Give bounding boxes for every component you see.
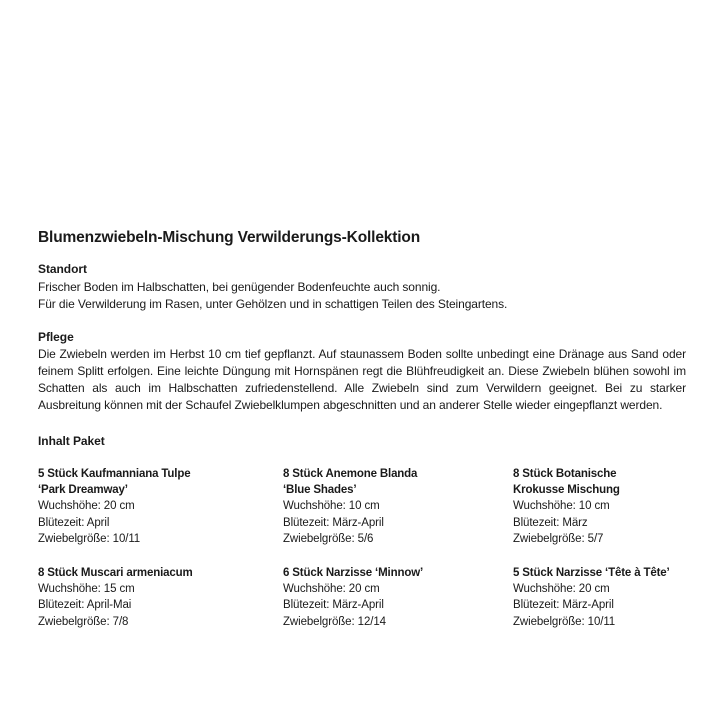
item-name-line-1: 8 Stück Anemone Blanda <box>283 467 418 480</box>
item-zwiebelgroesse: Zwiebelgröße: 5/7 <box>513 532 604 545</box>
item-name-line-2: ‘Blue Shades’ <box>283 484 357 497</box>
item-name-line-1: 5 Stück Narzisse ‘Tête à Tête’ <box>513 566 670 579</box>
list-item <box>38 466 283 547</box>
item-name-line-1: 6 Stück Narzisse ‘Minnow’ <box>283 566 424 579</box>
section-heading-pflege: Pflege <box>38 329 74 344</box>
item-wuchshoehe: Wuchshöhe: 20 cm <box>283 583 380 596</box>
list-item <box>283 466 513 547</box>
list-item <box>513 466 688 547</box>
item-name-line-2: ‘Park Dreamway’ <box>38 484 128 497</box>
list-item <box>283 565 513 630</box>
item-name-line-1: 5 Stück Kaufmanniana Tulpe <box>38 467 191 480</box>
section-body-standort <box>38 279 688 313</box>
standort-line-1: Frischer Boden im Halbschatten, bei genügender Bodenfeuchte auch sonnig. <box>38 279 441 294</box>
item-wuchshoehe: Wuchshöhe: 10 cm <box>283 500 380 513</box>
section-standort <box>38 261 688 312</box>
item-bluetezeit: Blütezeit: März-April <box>283 599 384 612</box>
section-inhalt-paket <box>38 434 688 630</box>
item-bluetezeit: Blütezeit: April <box>38 516 110 529</box>
section-heading-standort: Standort <box>38 262 87 277</box>
item-wuchshoehe: Wuchshöhe: 20 cm <box>513 583 610 596</box>
item-bluetezeit: Blütezeit: März-April <box>283 516 384 529</box>
standort-line-2: Für die Verwilderung im Rasen, unter Gehölzen und in schattigen Teilen des Steingartens. <box>38 296 508 311</box>
section-body-pflege: Die Zwiebeln werden im Herbst 10 cm tief gepflanzt. Auf staunassem Boden sollte unbedingt eine Dränage aus Sand oder feinem Splitt erfolgen. Eine leichte Düngung mit Hornspänen regt die Blühfreudigkeit an. Diese Zwiebeln blühen sowohl im Schatten als auch im Halbschatten zufriedenstellend. Alle Zwiebeln sind zum Verwildern geeignet. Bei zu starker Ausbreitung können mit der Schaufel Zwiebelklumpen abgeschnitten und an anderer Stelle wieder eingepflanzt werden. <box>38 346 686 412</box>
item-wuchshoehe: Wuchshöhe: 15 cm <box>38 583 135 596</box>
item-bluetezeit: Blütezeit: März-April <box>513 599 614 612</box>
item-name-line-1: 8 Stück Botanische <box>513 467 617 480</box>
item-wuchshoehe: Wuchshöhe: 20 cm <box>38 500 135 513</box>
section-pflege <box>38 329 688 414</box>
item-zwiebelgroesse: Zwiebelgröße: 10/11 <box>38 532 141 545</box>
section-heading-inhalt-paket: Inhalt Paket <box>38 433 105 448</box>
item-zwiebelgroesse: Zwiebelgröße: 10/11 <box>513 615 616 628</box>
item-name-line-2: Krokusse Mischung <box>513 484 620 497</box>
item-name-line-1: 8 Stück Muscari armeniacum <box>38 566 193 579</box>
bulb-items-grid <box>38 466 688 630</box>
document-content <box>38 228 688 644</box>
item-bluetezeit: Blütezeit: März <box>513 516 588 529</box>
item-zwiebelgroesse: Zwiebelgröße: 5/6 <box>283 532 374 545</box>
list-item <box>513 565 688 630</box>
item-zwiebelgroesse: Zwiebelgröße: 7/8 <box>38 615 129 628</box>
item-bluetezeit: Blütezeit: April-Mai <box>38 599 132 612</box>
list-item <box>38 565 283 630</box>
item-wuchshoehe: Wuchshöhe: 10 cm <box>513 500 610 513</box>
page-title: Blumenzwiebeln-Mischung Verwilderungs-Kollektion <box>38 229 421 246</box>
item-zwiebelgroesse: Zwiebelgröße: 12/14 <box>283 615 386 628</box>
